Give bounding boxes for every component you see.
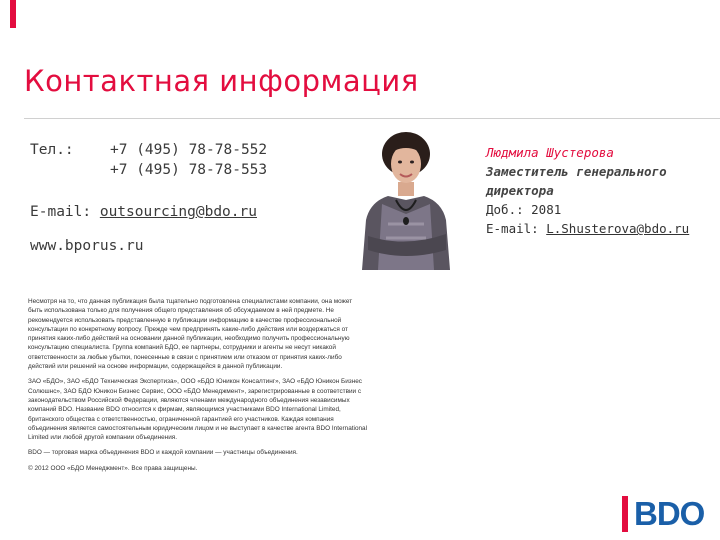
extension-label: Доб.:	[486, 202, 532, 217]
top-accent-bar	[10, 0, 16, 28]
disclaimer-paragraph-2: ЗАО «БДО», ЗАО «БДО Техническая Экспертиза», ООО «БДО Юникон Консалтинг», ЗАО «БДО Юникон Бизнес Солюшнс», ЗАО БДО Юникон Бизнес Сервис, ООО «БДО Менеджмент», зарегистрированные в соответствии с законодательством Российской Федерации, являются членами международного объединения независимых компаний BDO. Название BDO относится к фирмам, являющимся участниками BDO International Limited, британского общества с ответственностью, ограниченной гарантией его участников. Каждая компания объединения является самостоятельным юридическим лицом и не выступает в качестве агента BDO International Limited или любой другой компании объединения.	[28, 378, 368, 442]
email-label: E-mail:	[30, 204, 100, 220]
email-link[interactable]: outsourcing@bdo.ru	[99, 204, 257, 220]
disclaimer-text	[28, 297, 368, 479]
phone-number-1: +7 (495) 78-78-552	[110, 142, 268, 158]
bdo-logo	[622, 495, 704, 533]
person-name: Людмила Шустерова	[486, 145, 614, 160]
phone-number-2: +7 (495) 78-78-553	[110, 162, 268, 178]
logo-red-bar	[622, 496, 628, 532]
person-email-row	[486, 219, 689, 238]
email-row	[30, 202, 267, 222]
disclaimer-paragraph-3: BDO — торговая марка объединения BDO и каждой компании — участницы объединения.	[28, 449, 298, 457]
contact-person-card	[486, 143, 689, 238]
page-title: Контактная информация	[24, 64, 419, 98]
person-email-label: E-mail:	[486, 221, 547, 236]
phone-label-spacer	[30, 160, 110, 180]
website-link[interactable]: www.bporus.ru	[30, 238, 144, 254]
person-extension	[486, 200, 689, 219]
title-divider	[24, 118, 720, 119]
phone-row-1	[30, 140, 267, 160]
logo-wordmark: BDO	[634, 495, 705, 532]
disclaimer-paragraph-1: Несмотря на то, что данная публикация была тщательно подготовлена специалистами компании, она может быть использована только для получения общего представления об обсуждаемом в ней предмете. Не рекомендуется использовать представленную в публикации информацию в качестве профессиональной консультации по конкретному вопросу. Прежде чем предпринять какие-либо действия или воздержаться от принятия каких-либо действий на основании данной публикации, необходимо получить профессиональную консультацию специалиста. Группа компаний БДО, ее партнеры, сотрудники и агенты не несут никакой ответственности за любые убытки, понесенные в связи с принятием или отказом от принятия каких-либо действий или решений на основе информации, содержащейся в данной публикации.	[28, 298, 353, 371]
person-email-link[interactable]: L.Shusterova@bdo.ru	[546, 221, 690, 236]
person-title-line-2: директора	[486, 183, 554, 198]
phone-row-2	[30, 160, 267, 180]
portrait-photo	[348, 124, 464, 270]
extension-number: 2081	[531, 202, 562, 217]
contacts-block	[30, 140, 267, 256]
person-title-line-1: Заместитель генерального	[486, 164, 667, 179]
phone-label: Тел.:	[30, 142, 74, 158]
disclaimer-paragraph-4: © 2012 ООО «БДО Менеджмент». Все права защищены.	[28, 464, 198, 472]
